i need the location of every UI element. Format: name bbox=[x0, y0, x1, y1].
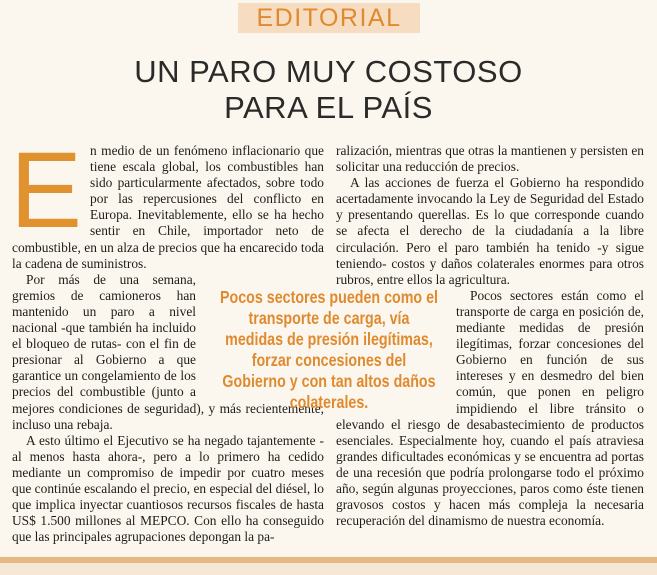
pull-quote: Pocos sectores pueden como el transporte de carga, vía medidas de presión ilegítimas, forzar concesiones del Gobierno y con tan altos daños colaterales. bbox=[220, 287, 438, 412]
paragraph: A las acciones de fuerza el Gobierno ha respondido acertadamente invocando la Ley de Seguridad del Estado y presentando querellas. Es lo que corresponde cuando se afecta el derecho de la ciudadanía a la libre circulación. Pero el paro también ha tenido -y sigue teniendo- costos y daños colaterales enormes para otros rubros, entre ellos la agricultura. bbox=[336, 175, 644, 287]
paragraph: Por más de una semana, gremios de camioneros han mantenido un paro a nivel nacional -que también ha incluido el bloqueo de rutas- con el fin de presionar al Gobierno a que garantice un congelamiento de los precios del combustible (junto a mejores condiciones de seguridad), y más recientemente, incluso una rebaja. bbox=[12, 271, 324, 432]
paragraph: n medio de un fenómeno inflacionario que tiene escala global, los combustibles han sido particularmente afectados, sobre todo por las repercusiones del conflicto en Europa. Inevitablemente, ello se ha hecho sentir en Chile, importador neto de combustible, en un alza de precios que ha encarecido toda la cadena de suministros. bbox=[12, 143, 324, 271]
headline bbox=[0, 54, 657, 126]
drop-cap: E bbox=[10, 129, 83, 250]
bottom-strip bbox=[0, 563, 657, 575]
paragraph: Pocos sectores están como el transporte de carga en posición de, mediante medidas de presión ilegítimas, forzar concesiones del Gobierno en función de sus intereses y en desmedro del bien común, que ponen en peligro impidiendo el libre tránsito o elevando el riesgo de desabastecimiento de productos esenciales. Especialmente hoy, cuando el país atraviesa grandes dificultades económicas y se encuentra ad portas de una recesión que podría prolongarse todo el próximo año, según algunas proyecciones, paros como éste tienen gravosos costos y hacen más compleja la necesaria recuperación del dinamismo de nuestra economía. bbox=[336, 287, 644, 529]
section-label: EDITORIAL bbox=[256, 4, 402, 32]
headline-line-2: PARA EL PAÍS bbox=[224, 90, 433, 125]
headline-line-1: UN PARO MUY COSTOSO bbox=[134, 54, 523, 89]
paragraph: ralización, mientras que otras la mantienen y persisten en solicitar una reducción de precios. bbox=[336, 143, 644, 175]
paragraph: A esto último el Ejecutivo se ha negado tajantemente -al menos hasta ahora-, pero a lo primero ha cedido mediante un compromiso de impedir por cuatro meses que continúe escalando el precio, en especial del diésel, lo que implica inyectar cuantiosos recursos fiscales de hasta US$ 1.500 millones al MEPCO. Con ello ha conseguido que las principales agrupaciones depongan la pa- bbox=[12, 432, 324, 545]
